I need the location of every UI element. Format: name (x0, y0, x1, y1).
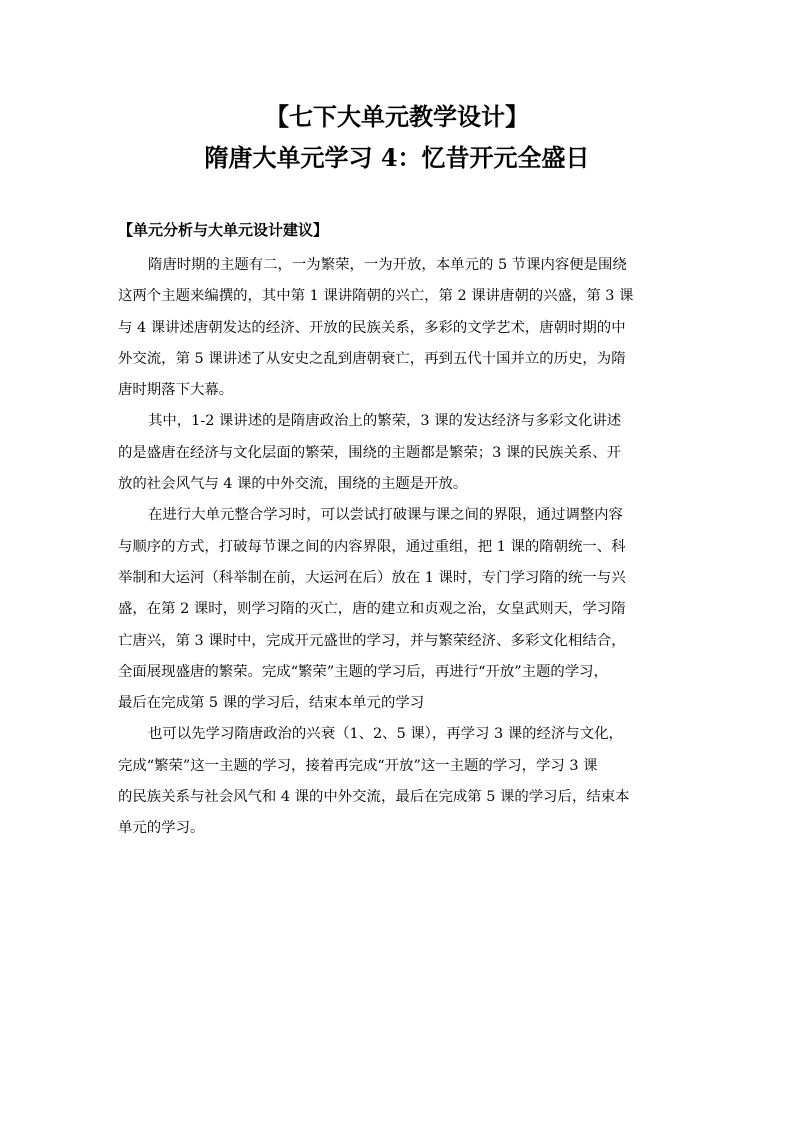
paragraph-2-line-2: 的是盛唐在经济与文化层面的繁荣，围绕的主题都是繁荣；3 课的民族关系、开 (118, 444, 622, 461)
paragraph-1-line-3: 与 4 课讲述唐朝发达的经济、开放的民族关系，多彩的文学艺术，唐朝时期的中 (118, 319, 626, 336)
section-heading: 【单元分析与大单元设计建议】 (118, 221, 329, 239)
document-title-line-1: 【七下大单元教学设计】 (265, 102, 529, 131)
body-text (118, 250, 683, 845)
paragraph-2-line-3: 放的社会风气与 4 课的中外交流，围绕的主题是开放。 (118, 476, 468, 493)
document-title-line-2: 隋唐大单元学习 4：忆昔开元全盛日 (204, 143, 590, 172)
paragraph-3-line-3: 举制和大运河（科举制在前，大运河在后）放在 1 课时，专门学习隋的统一与兴 (118, 569, 626, 586)
paragraph-4-line-2: 完成“繁荣”这一主题的学习，接着再完成“开放”这一主题的学习，学习 3 课 (118, 757, 598, 774)
paragraph-3-line-6: 全面展现盛唐的繁荣。完成“繁荣”主题的学习后，再进行“开放”主题的学习， (118, 663, 608, 680)
paragraph-4-line-1: 也可以先学习隋唐政治的兴衰（1、2、5 课），再学习 3 课的经济与文化， (148, 726, 623, 743)
paragraph-3-line-1: 在进行大单元整合学习时，可以尝试打破课与课之间的界限，通过调整内容 (148, 507, 623, 524)
paragraph-1-line-2: 这两个主题来编撰的，其中第 1 课讲隋朝的兴亡，第 2 课讲唐朝的兴盛，第 3 课 (118, 288, 634, 305)
paragraph-1-line-5: 唐时期落下大幕。 (118, 382, 234, 399)
paragraph-2-line-1: 其中，1-2 课讲述的是隋唐政治上的繁荣，3 课的发达经济与多彩文化讲述 (148, 413, 622, 430)
paragraph-4-line-4: 单元的学习。 (118, 820, 205, 837)
paragraph-1-line-4: 外交流，第 5 课讲述了从安史之乱到唐朝衰亡，再到五代十国并立的历史，为隋 (118, 350, 626, 367)
paragraph-1-line-1: 隋唐时期的主题有二，一为繁荣，一为开放，本单元的 5 节课内容便是围绕 (148, 257, 627, 273)
paragraph-3-line-4: 盛，在第 2 课时，则学习隋的灭亡，唐的建立和贞观之治，女皇武则天，学习隋 (118, 601, 626, 618)
paragraph-3-line-5: 亡唐兴，第 3 课时中，完成开元盛世的学习，并与繁荣经济、多彩文化相结合， (118, 632, 626, 649)
paragraph-4-line-3: 的民族关系与社会风气和 4 课的中外交流，最后在完成第 5 课的学习后，结束本 (118, 789, 630, 806)
paragraph-3-line-7: 最后在完成第 5 课的学习后，结束本单元的学习 (118, 695, 425, 712)
paragraph-3-line-2: 与顺序的方式，打破每节课之间的内容界限，通过重组，把 1 课的隋朝统一、科 (118, 538, 626, 555)
